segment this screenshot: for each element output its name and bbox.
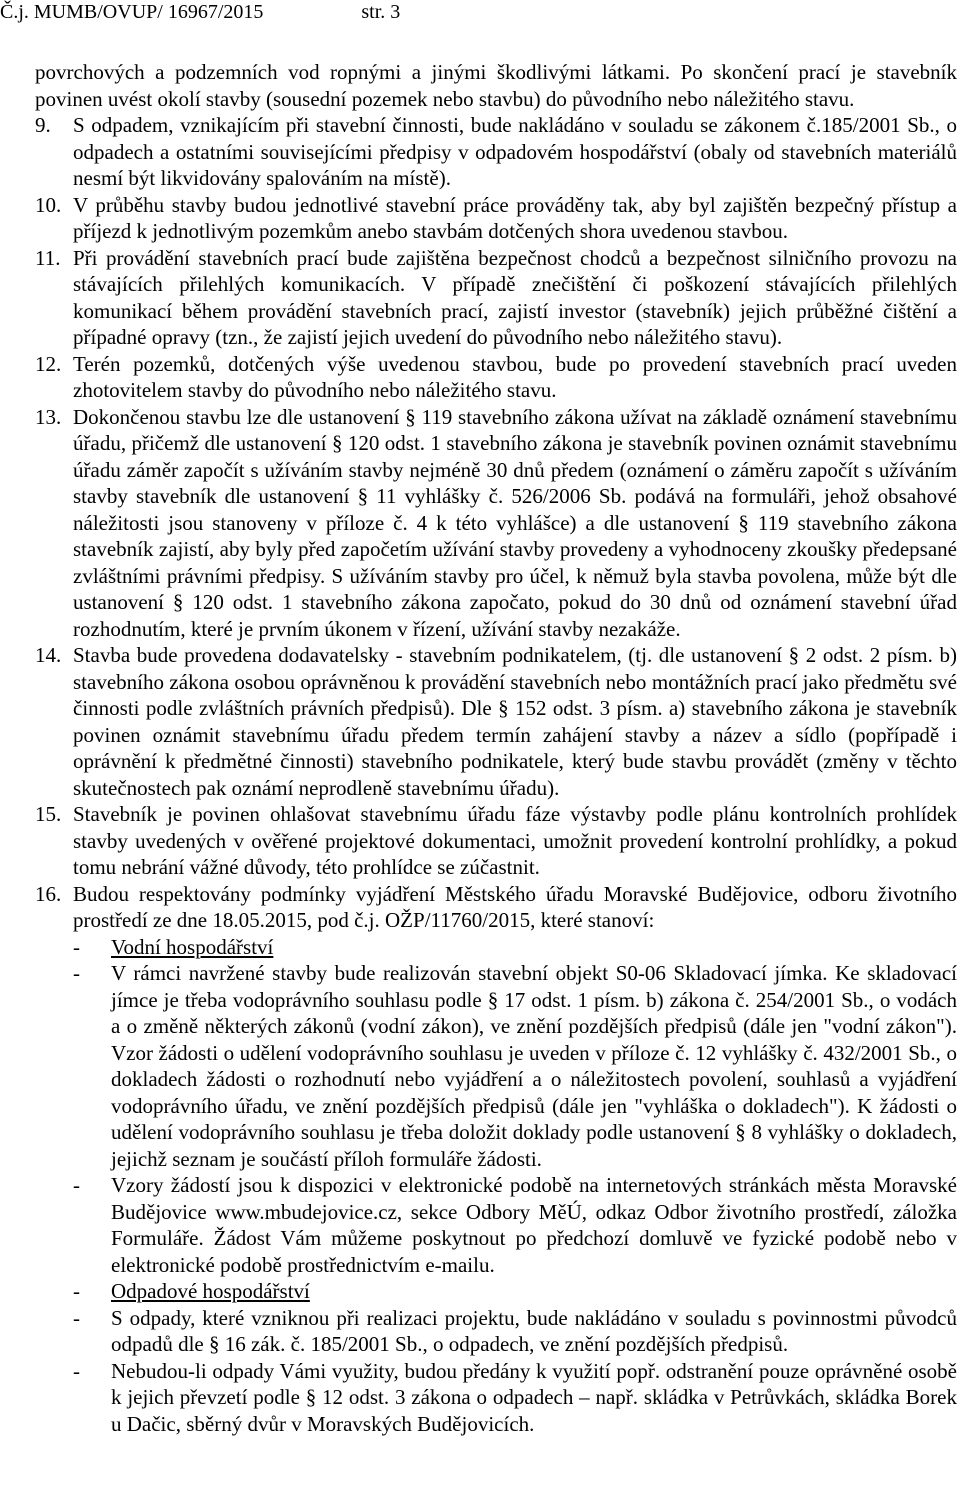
item-text: Stavba bude provedena dodavatelsky - stavebním podnikatelem, (tj. dle ustanovení § 2 odst. 2 písm. b) stavebního zákona osobou oprávněnou k provádění stavebních nebo montážních prací jako předmětu své činnosti podle zvláštních právních předpisů). Dle § 152 odst. 3 písm. a) stavebního zákona je stavebník povinen oznámit stavebnímu úřadu předem termín zahájení stavby a název a sídlo (popřípadě i oprávnění k předmětné činnosti) stavebního podnikatele, který bude stavbu provádět (změny v těchto skutečnostech pak oznámí neprodleně stavebnímu úřadu). [73, 643, 957, 800]
item-text: Terén pozemků, dotčených výše uvedenou stavbou, bude po provedení stavebních prací uveden zhotovitelem stavby do původního nebo náležitého stavu. [73, 351, 957, 402]
item-number: 14. [35, 643, 62, 667]
item-number: 15. [35, 802, 62, 826]
item-text: Při provádění stavebních prací bude zajištěna bezpečnost chodců a bezpečnost silničního provozu na stávajících přilehlých komunikacích. V případě znečištění či poškození stávajících přilehlých komunikací během provádění stavebních prací, zajistí investor (stavebník) jejich průběžné čištění a případné opravy (tzn., že zajistí jejich uvedení do původního nebo náležitého stavu). [73, 245, 957, 349]
item-text: S odpadem, vznikajícím při stavební činnosti, bude nakládáno v souladu se zákonem č.185/2001 Sb., o odpadech a ostatními souvisejícími předpisy v odpadovém hospodářství (obaly od stavebních materiálů nesmí být likvidovány spalováním na místě). [73, 113, 957, 190]
section-heading-waste: Odpadové hospodářství [111, 1279, 310, 1303]
dash-text: S odpady, které vzniknou při realizaci projektu, bude nakládáno v souladu s povinnostmi původců odpadů dle § 16 zák. č. 185/2001 Sb., o odpadech, ve znění pozdějších předpisů. [111, 1305, 957, 1356]
condition-item-12 [35, 351, 957, 404]
dash-mark: - [73, 934, 80, 959]
condition-item-9 [35, 112, 957, 192]
condition-item-11 [35, 245, 957, 351]
dash-text: Nebudou-li odpady Vámi využity, budou předány k využití popř. odstranění pouze oprávněné osobě k jejich převzetí podle § 12 odst. 3 zákona o odpadech – např. skládka v Petrůvkách, skládka Borek u Dačic, sběrný dvůr v Moravských Budějovicích. [111, 1358, 957, 1436]
item-number: 9. [35, 113, 51, 137]
condition-item-13 [35, 404, 957, 643]
item-number: 16. [35, 881, 62, 906]
item-number: 11. [35, 245, 61, 270]
dash-item-waste-heading [73, 1278, 957, 1305]
item-text: Stavebník je povinen ohlašovat stavebnímu úřadu fáze výstavby podle plánu kontrolních prohlídek stavby uvedených v ověřené projektové dokumentaci, umožnit provedení kontrolní prohlídky, a pokud tomu nebrání vážné důvody, této prohlídce se zúčastnit. [73, 802, 957, 879]
dash-mark: - [73, 1305, 80, 1330]
dash-item-forms [73, 1172, 957, 1278]
dash-item-water-heading [73, 934, 957, 961]
page-number: str. 3 [361, 1, 401, 23]
condition-item-14 [35, 642, 957, 801]
item-text: V průběhu stavby budou jednotlivé stavební práce prováděny tak, aby byl zajištěn bezpečný přístup a příjezd k jednotlivým pozemkům anebo stavbám dotčených shora uvedenou stavbou. [73, 192, 957, 243]
document-reference: Č.j. MUMB/OVUP/ 16967/2015 [0, 1, 264, 23]
condition-item-15 [35, 801, 957, 881]
item-number: 10. [35, 192, 62, 217]
condition-item-10 [35, 192, 957, 245]
intro-paragraph [35, 59, 957, 112]
section-heading-water: Vodní hospodářství [111, 934, 274, 959]
dash-text: Vzory žádostí jsou k dispozici v elektronické podobě na internetových stránkách města Moravské Budějovice www.mbudejovice.cz, sekce Odbory MěÚ, odkaz Odbor životního prostředí, záložka Formuláře. Žádost Vám můžeme poskytnout po předchozí domluvě ve fyzické podobě nebo v elektronické podobě prostřednictvím e-mailu. [111, 1173, 957, 1277]
page-header [0, 1, 400, 25]
dash-text: V rámci navržené stavby bude realizován stavební objekt S0-06 Skladovací jímka. Ke skladovací jímce je třeba vodoprávního souhlasu podle § 17 odst. 1 písm. b) zákona č. 254/2001 Sb., o vodách a o změně některých zákonů (vodní zákon), ve znění pozdějších předpisů (dále jen "vodní zákon"). Vzor žádosti o udělení vodoprávního souhlasu je uveden v příloze č. 12 vyhlášky č. 432/2001 Sb., o dokladech žádosti o rozhodnutí nebo vyjádření a o náležitostech povolení, souhlasů a vyjádření vodoprávního úřadu, ve znění pozdějších předpisů (dále jen "vyhláška o dokladech"). K žádosti o udělení vodoprávního souhlasu je třeba doložit doklady podle ustanovení § 8 vyhlášky o dokladech, jejichž seznam je součástí příloh formuláře žádosti. [111, 961, 957, 1171]
dash-mark: - [73, 1358, 80, 1383]
dash-item-waste-handling [73, 1305, 957, 1358]
dash-mark: - [73, 1173, 80, 1197]
item-text: Budou respektovány podmínky vyjádření Městského úřadu Moravské Budějovice, odboru životního prostředí ze dne 18.05.2015, pod č.j. OŽP/11760/2015, které stanoví: [73, 881, 957, 932]
document-body [35, 59, 957, 1437]
item-text: Dokončenou stavbu lze dle ustanovení § 119 stavebního zákona užívat na základě oznámení stavebnímu úřadu, přičemž dle ustanovení § 120 odst. 1 stavebního zákona je stavebník povinen oznámit stavebnímu úřadu záměr započít s užíváním stavby nejméně 30 dnů předem (oznámení o záměru započít s užíváním stavby stavebník dle ustanovení § 11 vyhlášky č. 526/2006 Sb. podává na formuláři, jehož obsahové náležitosti jsou stanoveny v příloze č. 4 k této vyhlášce) a dle ustanovení § 119 stavebního zákona stavebník zajistí, aby byly před započetím užívání stavby provedeny a vyhodnoceny zkoušky předepsané zvláštními právními předpisy. S užíváním stavby pro účel, k němuž byla stavba povolena, může být dle ustanovení § 120 odst. 1 stavebního zákona započato, pokud do 30 dnů od oznámení stavební úřad rozhodnutím, které je prvním úkonem v řízení, užívání stavby nezakáže. [73, 404, 957, 641]
item-number: 13. [35, 404, 62, 429]
intro-text: povrchových a podzemních vod ropnými a jinými škodlivými látkami. Po skončení prací je stavebník povinen uvést okolí stavby (sousední pozemek nebo stavbu) do původního nebo náležitého stavu. [35, 60, 957, 111]
dash-item-water-consent [73, 960, 957, 1172]
dash-item-waste-disposal [73, 1358, 957, 1438]
item-number: 12. [35, 351, 62, 376]
dash-mark: - [73, 1279, 80, 1303]
condition-item-16 [35, 881, 957, 1438]
dash-mark: - [73, 961, 80, 985]
